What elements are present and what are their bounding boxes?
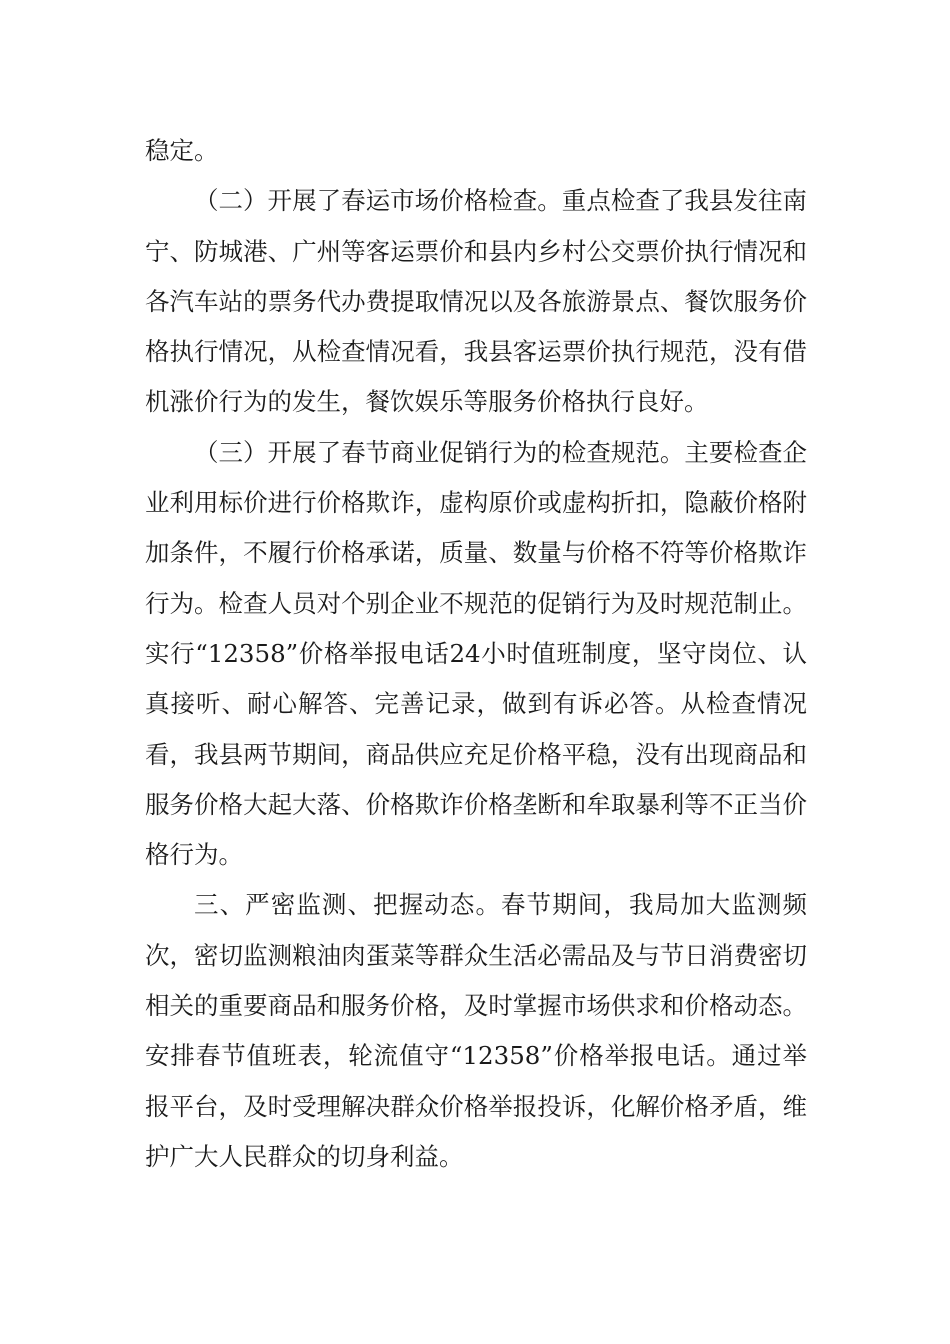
paragraph-section-2: （二）开展了春运市场价格检查。重点检查了我县发往南宁、防城港、广州等客运票价和县内乡村公交票价执行情况和各汽车站的票务代办费提取情况以及各旅游景点、餐饮服务价格执行情况，从检查情况看，我县客运票价执行规范，没有借机涨价行为的发生，餐饮娱乐等服务价格执行良好。: [145, 186, 807, 417]
paragraph-section-three: 三、严密监测、把握动态。春节期间，我局加大监测频次，密切监测粮油肉蛋菜等群众生活必需品及与节日消费密切相关的重要商品和服务价格，及时掌握市场供求和价格动态。安排春节值班表，轮流值守“12358”价格举报电话。通过举报平台，及时受理解决群众价格举报投诉，化解价格矛盾，维护广大人民群众的切身利益。: [145, 890, 807, 1171]
paragraph-section-3: （三）开展了春节商业促销行为的检查规范。主要检查企业利用标价进行价格欺诈，虚构原价或虚构折扣，隐蔽价格附加条件，不履行价格承诺，质量、数量与价格不符等价格欺诈行为。检查人员对个别企业不规范的促销行为及时规范制止。实行“12358”价格举报电话24小时值班制度，坚守岗位、认真接听、耐心解答、完善记录，做到有诉必答。从检查情况看，我县两节期间，商品供应充足价格平稳，没有出现商品和服务价格大起大落、价格欺诈价格垄断和牟取暴利等不正当价格行为。: [145, 437, 807, 870]
document-body: [145, 126, 807, 1182]
paragraph-continuation: 稳定。: [145, 136, 219, 165]
